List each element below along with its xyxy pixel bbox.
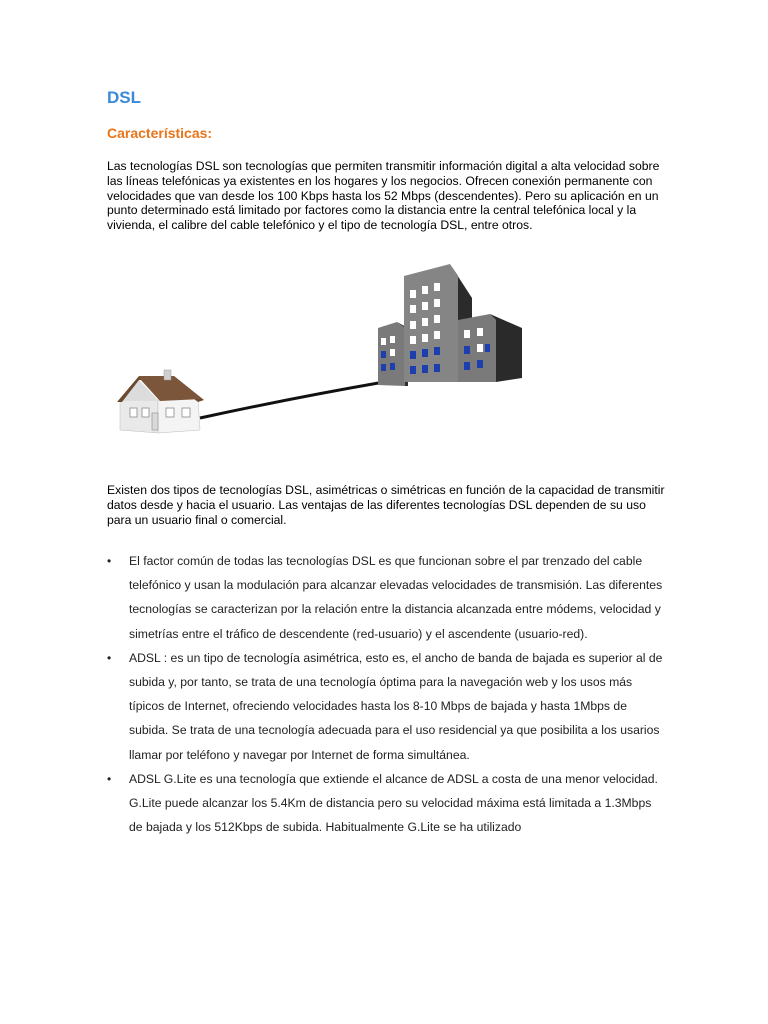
list-item-text: El factor común de todas las tecnologías DSL es que funcionan sobre el par trenzado del cable telefónico y usan la modulación para alcanzar elevadas velocidades de transmisión. Las diferentes tecnologías se caracterizan por la relación entre la distancia alcanzada entre módems, velocidad y simetrías entre el tráfico de descendente (red-usuario) y el ascendente (usuario-red). [129, 554, 663, 641]
dsl-illustration [112, 258, 532, 443]
bullet-icon: • [107, 771, 112, 786]
house-icon [117, 370, 204, 433]
list-item [107, 767, 667, 840]
intro-paragraph: Las tecnologías DSL son tecnologías que permiten transmitir información digital a alta velocidad sobre las líneas telefónicas ya existentes en los hogares y los negocios. Ofrecen conexión permanente con velocidades que van desde los 100 Kbps hasta los 52 Mbps (descendentes). Pero su aplicación en un punto determinado está limitado por factores como la distancia entre la central telefónica local y la vivienda, el calibre del cable telefónico y el tipo de tecnología DSL, entre otros. [107, 159, 660, 233]
section-subtitle: Características: [107, 125, 213, 141]
dsl-connection-diagram [112, 258, 532, 443]
types-paragraph: Existen dos tipos de tecnologías DSL, asimétricas o simétricas en función de la capacidad de transmitir datos desde y hacia el usuario. Las ventajas de las diferentes tecnologías DSL dependen de su uso para un usuario final o comercial. [107, 483, 665, 527]
bullet-list [107, 549, 667, 839]
phone-line [200, 382, 384, 418]
page-title: DSL [107, 88, 141, 107]
list-item-text: ADSL : es un tipo de tecnología asimétrica, esto es, el ancho de banda de bajada es superior al de subida y, por tanto, se trata de una tecnología óptima para la navegación web y los usos más típicos de Internet, ofreciendo velocidades hasta los 8-10 Mbps de bajada y hasta 1Mbps de subida. Se trata de una tecnología adecuada para el uso residencial ya que posibilita a los usarios llamar por teléfono y navegar por Internet de forma simultánea. [129, 650, 663, 762]
list-item [107, 646, 667, 767]
bullet-icon: • [107, 554, 112, 568]
bullet-icon: • [107, 650, 112, 665]
list-item-text: ADSL G.Lite es una tecnología que extiende el alcance de ADSL a costa de una menor velocidad. G.Lite puede alcanzar los 5.4Km de distancia pero su velocidad máxima está limitada a 1.3Mbps de bajada y los 512Kbps de subida. Habitualmente G.Lite se ha utilizado [129, 771, 658, 835]
office-buildings-icon [378, 264, 522, 386]
list-item [107, 549, 667, 646]
